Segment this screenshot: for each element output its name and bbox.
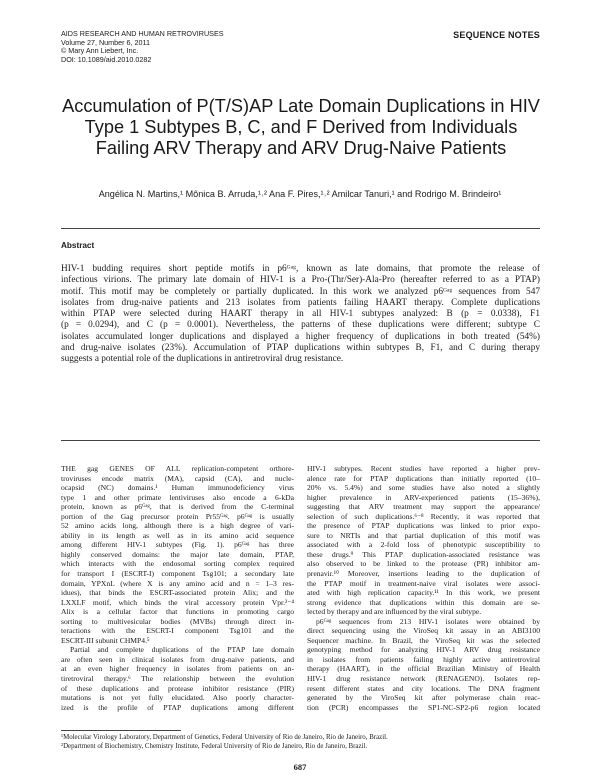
body-line: type 1 and other primate lentiviruses also encode a 6-kDa bbox=[61, 492, 294, 502]
abstract-line: within PTAP were selected during HAART therapy in all HIV-1 subtypes analyzed: B (p = 0.0338), F1 bbox=[61, 309, 540, 320]
rule-top bbox=[61, 228, 540, 229]
abstract-heading: Abstract bbox=[61, 241, 95, 250]
article-title bbox=[56, 96, 546, 159]
copyright: © Mary Ann Liebert, Inc. bbox=[61, 46, 139, 56]
abstract-line: isolates from drug-naive patients and 213 isolates from patients failing HAART therapy. Complete duplications bbox=[61, 297, 540, 308]
body-line: the presence of PTAP duplications was linked to prior expo- bbox=[307, 521, 540, 531]
body-line: therapy (HAART), in the official Brazilian Ministry of Health bbox=[307, 664, 540, 674]
body-line: 52 amino acids long, although there is a high degree of vari- bbox=[61, 521, 294, 531]
body-line: portion of the Gag precursor protein Pr55ᴳᵃᵍ. p6ᴳᵃᵍ is usually bbox=[61, 511, 294, 521]
body-line: ated with high replication capacity.¹¹ In this work, we present bbox=[307, 588, 540, 598]
body-line: 20% vs. 5.4%) and some studies have also noted a slightly bbox=[307, 483, 540, 493]
body-line: genotyping method for analyzing HIV-1 ARV drug resistance bbox=[307, 645, 540, 655]
body-line: idues), that binds the ESCRT-associated protein Alix; and the bbox=[61, 588, 294, 598]
body-line: prenavir.¹⁰ Moreover, insertions leading to the duplication of bbox=[307, 569, 540, 579]
body-line: mutations is not yet fully elucidated. Also poorly character- bbox=[61, 693, 294, 703]
abstract-line: suggests a potential role of the duplications in antiretroviral drug resistance. bbox=[61, 354, 344, 365]
page-number: 687 bbox=[293, 762, 307, 772]
footnotes bbox=[61, 734, 388, 751]
abstract-line: isolates accumulated longer duplications and displayed a higher frequency of duplications in both treated (54%) bbox=[61, 331, 540, 342]
rule-bottom bbox=[61, 440, 540, 441]
body-line: ability in its length as well as in its amino acid sequence bbox=[61, 530, 294, 540]
abstract-line: and drug-naive isolates (23%). Accumulation of PTAP duplications within subtypes B, F1, and C during therapy bbox=[61, 343, 540, 354]
abstract-line: HIV-1 budding requires short peptide motifs in p6ᴳᵃᵍ, known as late domains, that promote the release of bbox=[61, 264, 540, 274]
body-line: of these duplications and protease inhibitor resistance (PIR) bbox=[61, 683, 294, 693]
footnote-rule bbox=[61, 730, 181, 731]
body-line: suggesting that ARV treatment may support the appearance/ bbox=[307, 502, 540, 512]
abstract-line: infectious virions. The primary late domain of HIV-1 is a Pro-(Thr/Ser)-Ala-Pro (hereafter referred to as a PTAP) bbox=[61, 275, 540, 286]
journal-name: AIDS RESEARCH AND HUMAN RETROVIRUSES bbox=[61, 29, 224, 38]
abstract-line: motif. This motif may be completely or partially duplicated. In this work we analyzed p6ᴳᵃᵍ sequences from 547 bbox=[61, 286, 540, 297]
body-column-left bbox=[61, 464, 294, 712]
body-line: Partial and complete duplications of the PTAP late domain bbox=[70, 645, 294, 655]
body-line: among different HIV-1 subtypes (Fig. 1). p6ᴳᵃᵍ has three bbox=[61, 540, 294, 550]
body-line: LXXLF motif, which binds the viral accessory protein Vpr.²⁻⁴ bbox=[61, 597, 294, 607]
body-line: at an even higher frequency in isolates from patients on an- bbox=[61, 664, 294, 674]
body-line: resent different states and city locations. The DNA fragment bbox=[307, 683, 540, 693]
body-line: ESCRT-III subunit CHMP4.⁵ bbox=[61, 635, 150, 645]
body-line: protein, known as p6ᴳᵃᵍ, that is derived from the C-terminal bbox=[61, 502, 294, 512]
body-line: selection of such duplications.⁶⁻⁸ Recently, it was reported that bbox=[307, 511, 540, 521]
doi: DOI: 10.1089/aid.2010.0282 bbox=[61, 54, 152, 64]
title-line: Accumulation of P(T/S)AP Late Domain Duplications in HIV bbox=[62, 96, 540, 116]
footnote: ²Department of Biochemistry, Chemistry Institute, Federal University of Rio de Janeiro, Rio de Janeiro, Brazil. bbox=[61, 742, 368, 750]
body-line: ized is the profile of PTAP duplications among different bbox=[61, 702, 294, 712]
body-line: sorting to multivesicular bodies (MVBs) through direct in- bbox=[61, 616, 294, 626]
body-line: p6ᴳᵃᵍ sequences from 213 HIV-1 isolates were obtained by bbox=[316, 616, 540, 626]
section-label: SEQUENCE NOTES bbox=[453, 30, 540, 40]
title-line: Failing ARV Therapy and ARV Drug-Naive Patients bbox=[95, 138, 507, 158]
body-line: domain, YPXnL (where X is any amino acid and n = 1–3 res- bbox=[61, 578, 294, 588]
title-line: Type 1 Subtypes B, C, and F Derived from Individuals bbox=[84, 117, 518, 137]
body-line: the PTAP motif in treatment-naive viral isolates were associ- bbox=[307, 578, 540, 588]
body-line: Alix is a cellular factor that functions in promoting cargo bbox=[61, 607, 294, 617]
body-line: strong evidence that duplications within this domain are se- bbox=[307, 597, 540, 607]
body-line: alence rate for PTAP duplications than initially reported (10– bbox=[307, 473, 540, 483]
author-list: Angélica N. Martins,¹ Mônica B. Arruda,¹˒² Ana F. Pires,¹˒² Amilcar Tanuri,¹ and Rodrigo M. Brindeiro¹ bbox=[98, 189, 502, 199]
body-line: are often seen in clinical isolates from drug-naive patients, and bbox=[61, 654, 294, 664]
body-line: these drugs.⁹ This PTAP duplication-associated resistance was bbox=[307, 549, 540, 559]
body-line: highly conserved domains: the major late domain, PTAP, bbox=[61, 549, 294, 559]
body-line: for transport I (ESCRT-I) component Tsg101; a secondary late bbox=[61, 569, 294, 579]
body-line: direct sequencing using the ViroSeq kit assay in an ABI3100 bbox=[307, 626, 540, 636]
body-line: troviruses encode matrix (MA), capsid (CA), and nucle- bbox=[61, 473, 294, 483]
body-column-right bbox=[307, 464, 540, 712]
body-line: ocapsid (NC) domains.¹ Human immunodeficiency virus bbox=[61, 483, 294, 493]
footnote: ¹Molecular Virology Laboratory, Department of Genetics, Federal University of Rio de Janeiro, Rio de Janeiro, Brazil. bbox=[61, 734, 388, 741]
body-line: tion (PCR) encompasses the SP1-NC-SP2-p6 region located bbox=[307, 702, 540, 712]
body-line: HIV-1 drug resistance network (RENAGENO). Isolates rep- bbox=[307, 674, 540, 684]
body-line: THE gag GENES OF ALL replication-competent orthore- bbox=[61, 464, 294, 473]
body-line: Sequencer machine. In Brazil, the ViroSeq kit was the selected bbox=[307, 635, 540, 645]
body-line: teractions with the ESCRT-I component Tsg101 and the bbox=[61, 626, 294, 636]
body-line: associated with a 2-fold loss of phenotypic susceptibility to bbox=[307, 540, 540, 550]
body-line: HIV-1 subtypes. Recent studies have reported a higher prev- bbox=[307, 464, 540, 473]
abstract-text bbox=[61, 264, 540, 366]
body-line: generated by the ViroSeq kit after polymerase chain reac- bbox=[307, 693, 540, 703]
body-line: lected by therapy and are influenced by the viral subtype. bbox=[307, 607, 482, 617]
body-line: higher prevalence in ARV-experienced patients (15–36%), bbox=[307, 492, 540, 502]
body-line: also observed to be linked to the protease (PR) inhibitor am- bbox=[307, 559, 540, 569]
body-line: in isolates from patients failing highly active antiretroviral bbox=[307, 654, 540, 664]
body-line: which interacts with the endosomal sorting complex required bbox=[61, 559, 294, 569]
body-line: sure to NRTIs and that partial duplication of this motif was bbox=[307, 530, 540, 540]
volume-info: Volume 27, Number 6, 2011 bbox=[61, 37, 150, 47]
abstract-line: (p = 0.0294), and C (p = 0.0001). Nevertheless, the patterns of these duplications were different; subtype C bbox=[61, 320, 540, 331]
body-line: tiretroviral therapy.⁶ The relationship between the evolution bbox=[61, 674, 294, 684]
journal-header bbox=[61, 30, 224, 64]
